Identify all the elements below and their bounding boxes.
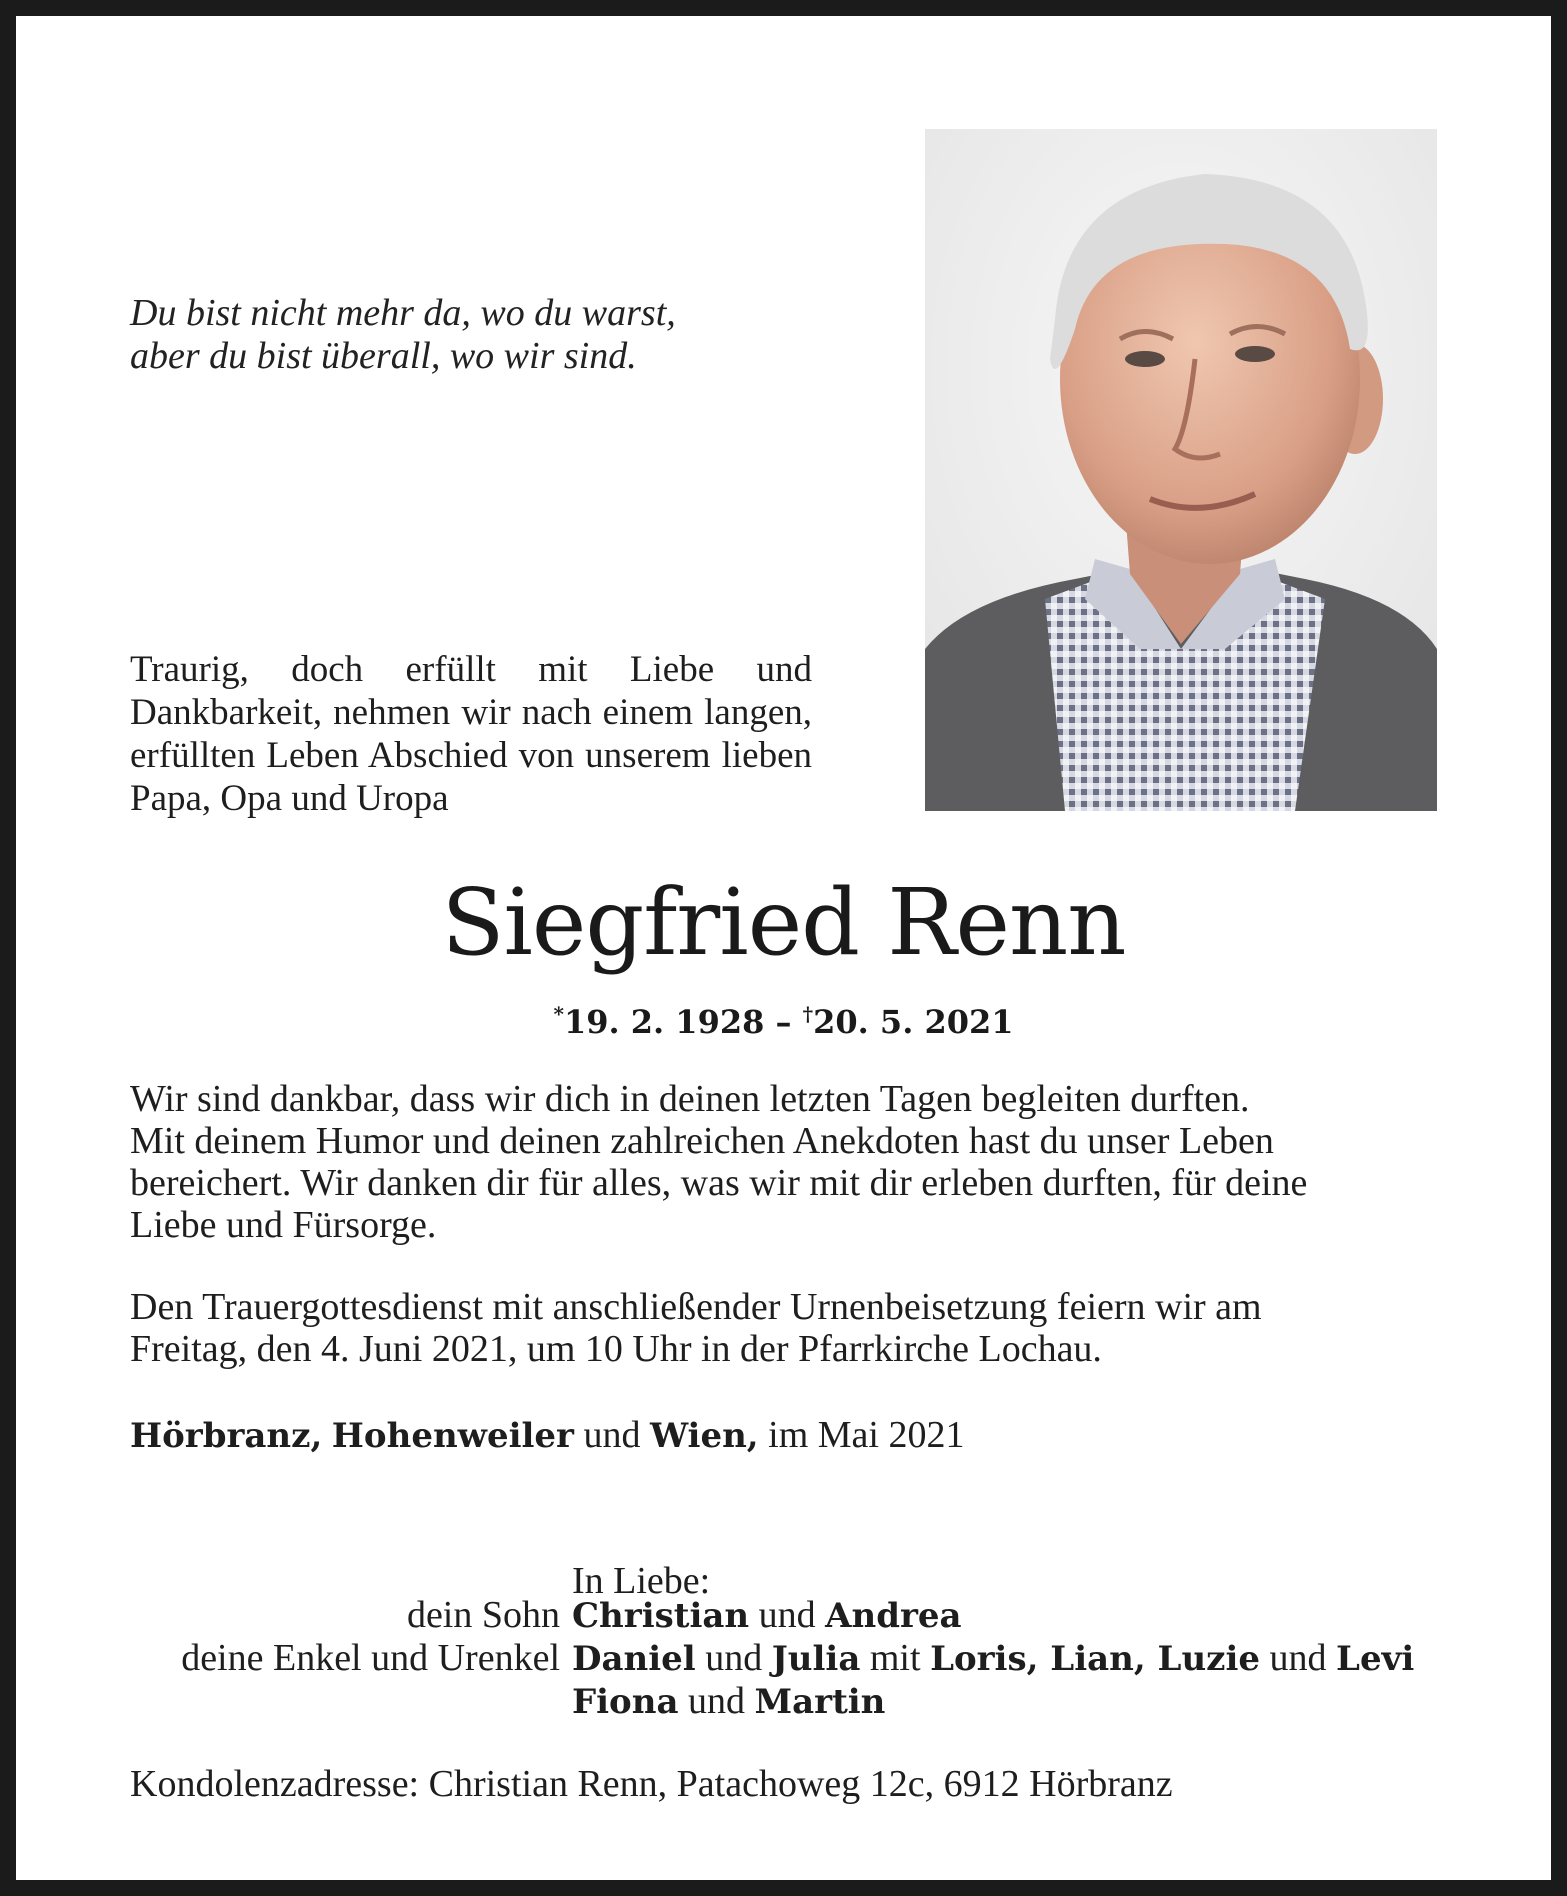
date-separator: – (764, 1003, 803, 1041)
death-symbol: † (802, 1002, 814, 1026)
relative-name: Loris, Lian, Luzie (930, 1639, 1261, 1679)
paragraph-line: Mit deinem Humor und deinen zahlreichen Anekdoten hast du unser Leben (130, 1120, 1274, 1162)
relative-name: Andrea (825, 1596, 962, 1636)
condolence-address: Kondolenzadresse: Christian Renn, Patachoweg 12c, 6912 Hörbranz (130, 1763, 1173, 1805)
quote-line: aber du bist überall, wo wir sind. (130, 335, 637, 377)
in-liebe-label: In Liebe: (572, 1560, 711, 1602)
grandchildren-names (572, 1636, 1414, 1681)
place-date-line (130, 1413, 1440, 1458)
relative-name: Levi (1336, 1639, 1415, 1679)
death-date: 20. 5. 2021 (813, 1003, 1014, 1041)
relative-name: Daniel (572, 1639, 696, 1679)
life-dates (0, 994, 1567, 1042)
son-label: dein Sohn (406, 1594, 560, 1636)
quote-line: Du bist nicht mehr da, wo du warst, (130, 292, 676, 334)
relative-name: Julia (771, 1639, 861, 1679)
intro-text: Traurig, doch erfüllt mit Liebe und Dankbarkeit, nehmen wir nach einem langen, erfüllten Leben Abschied von unserem lieben Papa, Opa und Uropa (130, 649, 812, 819)
conjunction: und (583, 1414, 641, 1456)
grandchildren-label: deine Enkel und Urenkel (181, 1637, 560, 1679)
place-name: Hörbranz, (130, 1416, 323, 1456)
place-name: Hohenweiler (331, 1416, 574, 1456)
conjunction: mit (869, 1637, 921, 1679)
deceased-name: Siegfried Renn (441, 869, 1126, 976)
conjunction: und (1269, 1637, 1327, 1679)
memorial-quote (130, 292, 830, 378)
relative-name: Fiona (572, 1682, 679, 1722)
paragraph-line: Freitag, den 4. Juni 2021, um 10 Uhr in der Pfarrkirche Lochau. (130, 1328, 1102, 1370)
paragraph-line: Wir sind dankbar, dass wir dich in deinen letzten Tagen begleiten durften. (130, 1078, 1250, 1120)
place-name: Wien, (649, 1416, 759, 1456)
portrait-photo (925, 129, 1437, 811)
gratitude-paragraph (130, 1078, 1440, 1246)
son-names (572, 1593, 962, 1638)
funeral-paragraph (130, 1286, 1440, 1370)
conjunction: und (705, 1637, 763, 1679)
grandchildren-names-2 (572, 1679, 885, 1724)
relative-name: Christian (572, 1596, 750, 1636)
relative-name: Martin (754, 1682, 886, 1722)
birth-symbol: * (553, 1002, 564, 1026)
portrait-illustration (925, 129, 1437, 811)
paragraph-line: Den Trauergottesdienst mit anschließender Urnenbeisetzung feiern wir am (130, 1286, 1262, 1328)
conjunction: und (758, 1594, 816, 1636)
month-year: im Mai 2021 (768, 1414, 965, 1456)
paragraph-line: bereichert. Wir danken dir für alles, was wir mit dir erleben durften, für deine (130, 1162, 1308, 1204)
paragraph-line: Liebe und Fürsorge. (130, 1204, 437, 1246)
conjunction: und (687, 1680, 745, 1722)
birth-date: 19. 2. 1928 (563, 1003, 765, 1041)
